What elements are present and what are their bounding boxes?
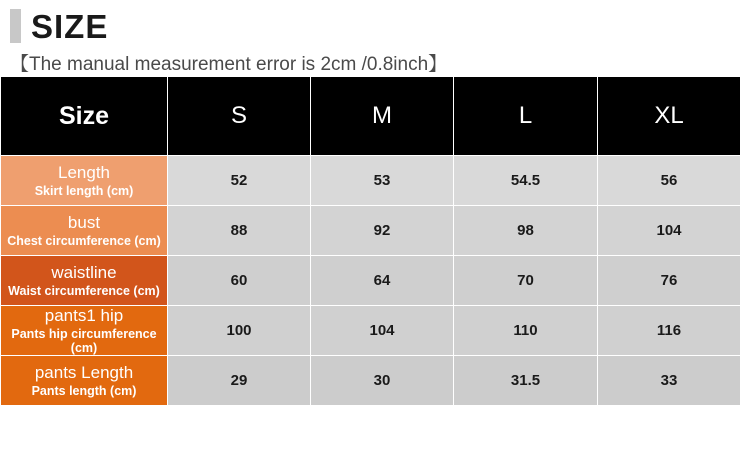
cell-waistline-s: 60 [168,256,311,306]
table-row [1,356,740,406]
cell-length-s: 52 [168,156,311,206]
cell-pants-length-s: 29 [168,356,311,406]
cell-length-m: 53 [311,156,454,206]
row-label-sub: Waist circumference (cm) [8,283,160,298]
page-title: SIZE [31,7,109,45]
row-label-main: pants Length [34,363,134,383]
table-header-row [1,77,740,156]
table-row [1,306,740,356]
table-row [1,206,740,256]
header-cell-l: L [454,77,598,156]
row-label-sub: Skirt length (cm) [34,183,134,198]
page-header [0,0,740,76]
table-row [1,156,740,206]
cell-bust-m: 92 [311,206,454,256]
cell-bust-l: 98 [454,206,598,256]
header-cell-s: S [168,77,311,156]
row-label-pants-length [1,356,168,406]
row-label-main: waistline [51,263,117,283]
cell-waistline-l: 70 [454,256,598,306]
row-label-sub: Chest circumference (cm) [7,233,161,248]
row-label-length [1,156,168,206]
cell-bust-xl: 104 [598,206,740,256]
header-cell-m: M [311,77,454,156]
size-table [0,76,740,406]
row-label-main: bust [67,213,101,233]
cell-pants-length-xl: 33 [598,356,740,406]
header-cell-xl: XL [598,77,740,156]
row-label-main: Length [58,163,110,183]
cell-waistline-m: 64 [311,256,454,306]
cell-pants-length-l: 31.5 [454,356,598,406]
cell-bust-s: 88 [168,206,311,256]
cell-length-l: 54.5 [454,156,598,206]
row-label-pants-hip [1,306,168,356]
title-accent-bar [10,9,21,43]
header-cell-size: Size [1,77,168,156]
row-label-main: pants1 hip [44,306,124,325]
cell-pants-hip-xl: 116 [598,306,740,356]
row-label-sub: Pants hip circumference (cm) [11,326,157,355]
cell-waistline-xl: 76 [598,256,740,306]
title-row [0,4,740,48]
row-label-waistline [1,256,168,306]
cell-pants-hip-m: 104 [311,306,454,356]
row-label-sub: Pants length (cm) [31,383,137,398]
cell-pants-hip-l: 110 [454,306,598,356]
size-table-container [0,76,740,474]
cell-pants-hip-s: 100 [168,306,311,356]
table-row [1,256,740,306]
row-label-bust [1,206,168,256]
cell-pants-length-m: 30 [311,356,454,406]
size-table-body [1,77,740,406]
measurement-note: 【The manual measurement error is 2cm /0.8inch】 [10,54,448,75]
cell-length-xl: 56 [598,156,740,206]
